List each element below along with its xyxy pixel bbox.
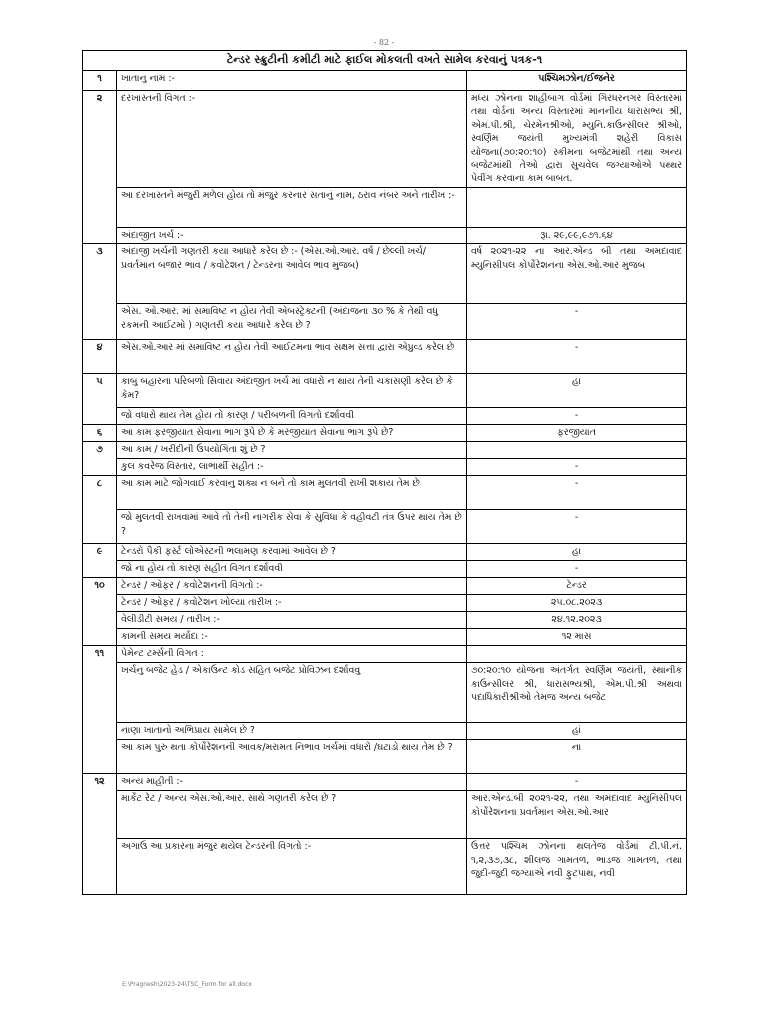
row-label: અંદાજી ખર્ચની ગણતરી કયા આધારે કરેલ છે :- (એસ.ઓ.આર. વર્ષ / છેલ્લી ખર્ચ/ પ્રવર્તમાન બજાર ભાવ / કવોટેશન / ટેન્ડરના આવેલ ભાવ મુજબ) [117, 244, 467, 304]
table-row [83, 374, 687, 408]
row-value: - [467, 510, 687, 544]
table-row [83, 629, 687, 646]
table-row [83, 740, 687, 774]
row-value: ના [467, 740, 687, 774]
row-label: અંદાજીત ખર્ચ :- [117, 227, 467, 243]
row-label: દરખાસ્તની વિગત :- [117, 91, 467, 188]
tsc-form-table [82, 50, 687, 895]
row-label: ટેન્ડર / ઓફર / કવોટેશન ખોલ્યા તારીખ :- [117, 595, 467, 612]
row-label: આ દરખાસ્તને મંજુરી મળેલ હોય તો મંજુર કરનાર સતાનું નામ, ઠરાવ નંબર અને તારીખ :- [117, 187, 467, 227]
table-row [83, 646, 687, 663]
row-value [467, 646, 687, 663]
row-value: - [467, 459, 687, 476]
row-label: આ કામ ફરજીયાત સેવાના ભાગ રૂપે છે કે મરજીયાત સેવાના ભાગ રૂપે છે? [117, 425, 467, 442]
validity-date: ૨૪.૧૨.૨૦૨૩ [467, 612, 687, 629]
table-row [83, 723, 687, 740]
row-label: એસ.ઓ.આર માં સમાવિષ્ટ ન હોય તેવી આઈટમના ભાવ સક્ષમ સત્તા દ્વારા એપ્રુવ્ડ કરેલ છે [117, 340, 467, 374]
row-value: વર્ષ ૨૦૨૧-૨૨ ના આર.એન્ડ બી તથા અમદાવાદ મ્યુનિસીપલ કોર્પોરેશનના એસ.ઓ.આર મુજબ [467, 244, 687, 304]
row-value: - [467, 476, 687, 510]
table-row [83, 544, 687, 561]
table-row [83, 578, 687, 595]
row-value: ઉત્તર પશ્ચિમ ઝોનના થલતેજ વોર્ડમાં ટી.પી.નં. ૧,૨,૩૭,૩૮, શીલજ ગામતળ, ભાડજ ગામતળ, તથા જુદી-જુદી જગ્યાએ નવી ફુટપાથ, નવી [467, 839, 687, 895]
row-label: આ કામ / ખરીદીની ઉપયોગિતા શું છે ? [117, 442, 467, 459]
time-limit: ૧૨ માસ [467, 629, 687, 646]
table-row [83, 774, 687, 791]
table-row [83, 791, 687, 839]
row-label: અન્ય માહીતી :- [117, 774, 467, 791]
page-number: - 82 - [373, 38, 395, 47]
row-value: ટેન્ડર [467, 578, 687, 595]
row-label: ખાતાનુ નામ :- [117, 71, 467, 91]
row-value: હાં [467, 723, 687, 740]
table-row [83, 510, 687, 544]
table-row [83, 227, 687, 243]
table-row [83, 304, 687, 340]
row-label: નાણા ખાતાનો અભિપ્રાય સામેલ છે ? [117, 723, 467, 740]
row-value [467, 187, 687, 227]
table-row [83, 71, 687, 91]
row-value: હા [467, 374, 687, 408]
row-number: ૨ [83, 91, 117, 244]
table-row [83, 91, 687, 188]
table-row [83, 561, 687, 578]
row-value: - [467, 304, 687, 340]
row-label: આ કામ પુરુ થતા કોર્પોરેશનની આવક/મરામત નિભાવ ખર્ચમાં વધારો /ઘટાડો થાય તેમ છે ? [117, 740, 467, 774]
row-value: આર.એન્ડ.બી ૨૦૨૧-૨૨, તથા અમદાવાદ મ્યુનિસીપલ કોર્પોરેશનના પ્રવર્તમાન એસ.ઓ.આર [467, 791, 687, 839]
row-label: જો ના હોય તો કારણ સહીત વિગત દર્શાવવી [117, 561, 467, 578]
row-number: ૯ [83, 544, 117, 578]
table-row [83, 442, 687, 459]
table-row [83, 244, 687, 304]
department-name: પશ્ચિમઝોન/ઈજનેર [467, 71, 687, 91]
form-title: ટેન્ડર સ્ક્રુટીની કમીટી માટે ફાઈલ મોકલતી વખતે સામેલ કરવાનું પત્રક-૧ [83, 51, 687, 71]
row-label: કાબુ બહારના પરિબળો સિવાય અંદાજીત ખર્ચ માં વધારો ન થાય તેની ચકાસણી કરેલ છે કે કેમ? [117, 374, 467, 408]
table-row [83, 425, 687, 442]
row-label: જો મુલતવી રાખવામાં આવે તો તેની નાગરીક સેવા કે સુવિધા કે વહીવટી તંત્ર ઉપર થાય તેમ છે ? [117, 510, 467, 544]
row-number: ૧ [83, 71, 117, 91]
row-label: ટેન્ડર / ઓફર / કવોટેશનની વિગતો :- [117, 578, 467, 595]
table-row [83, 476, 687, 510]
row-label: પેમેન્ટ ટર્મ્સની વિગત : [117, 646, 467, 663]
row-value: - [467, 340, 687, 374]
estimated-cost: રૂા. ૨૯,૯૯,૯૭૧.૬૪ [467, 227, 687, 243]
row-label: ખર્ચનુ બજેટ હેડ / એકાઉન્ટ કોડ સહિત બજેટ પ્રોવિઝન દર્શાવવુ [117, 663, 467, 723]
row-number: ૬ [83, 425, 117, 442]
row-label: આ કામ માટે જોગવાઈ કરવાનુ શક્ય ન બને તો કામ મુલતવી રાખી શકાય તેમ છે [117, 476, 467, 510]
row-label: એસ. ઓ.આર. માં સમાવિષ્ટ ન હોય તેવી એબસ્ટ્રેક્ટની (અંદાજના ૩૦ % કે તેથી વધુ રકમની આઈટમો ) ગણતરી કયા આધારે કરેલ છે ? [117, 304, 467, 340]
row-value: ફરજીયાત [467, 425, 687, 442]
table-row [83, 595, 687, 612]
table-row [83, 663, 687, 723]
row-value: - [467, 561, 687, 578]
row-value: - [467, 408, 687, 425]
row-number: ૫ [83, 374, 117, 425]
row-label: વેલીડીટી સમય / તારીખ :- [117, 612, 467, 629]
row-value [467, 442, 687, 459]
table-row [83, 408, 687, 425]
table-row [83, 839, 687, 895]
tender-open-date: ૨૫.૦૮.૨૦૨૩ [467, 595, 687, 612]
table-row [83, 459, 687, 476]
row-number: ૧૨ [83, 774, 117, 895]
row-number: ૭ [83, 442, 117, 476]
row-value: હા [467, 544, 687, 561]
table-row [83, 340, 687, 374]
row-label: કુલ કવરેજ વિસ્તાર, લાભાર્થી સહીત :- [117, 459, 467, 476]
row-label: અગાઉ આ પ્રકારના મંજુર થયેલ ટેન્ડરની વિગતો :- [117, 839, 467, 895]
footer-file-path: E:\Pragnesh\2023-24\TSC_Form for all.docx [122, 981, 252, 988]
row-value: - [467, 774, 687, 791]
row-label: કામની સમય મર્યાદા :- [117, 629, 467, 646]
row-number: ૧૦ [83, 578, 117, 646]
row-number: ૮ [83, 476, 117, 544]
budget-head: ૭૦:૨૦:૧૦ યોજના અંતર્ગત સ્વર્ણિમ જયંતી, સ્થાનીક કાઉન્સીલર શ્રી, ધારાસભ્યશ્રી, એમ.પી.શ્રી અથવા પદાધિકારીશ્રીઓ તેમજ અન્ય બજેટ [467, 663, 687, 723]
proposal-detail: મધ્ય ઝોનના શાહીબાગ વોર્ડમાં ગિરધરનગર વિસ્તારમાં તથા વોર્ડના અન્ય વિસ્તારમાં માનનીય ધારાસભ્ય શ્રી, એમ.પી.શ્રી, ચેરમેનશ્રીઓ, મ્યુનિ.કાઉન્સીલર શ્રીઓ, સ્વર્ણિમ જયંતી મુખ્યમંત્રી શહેરી વિકાસ યોજના(૭૦:૨૦:૧૦) સ્કીમના બજેટમાંથી તથા અન્ય બજેટમાંથી તેઓ દ્વારા સુચવેલ જગ્યાઓએ પથ્થર પેવીંગ કરવાના કામ બાબત. [467, 91, 687, 188]
table-row [83, 187, 687, 227]
row-number: ૩ [83, 244, 117, 340]
row-number: ૧૧ [83, 646, 117, 774]
table-row [83, 612, 687, 629]
row-label: જો વધારો થાય તેમ હોય તો કારણ / પરીબળની વિગતો દર્શાવવી [117, 408, 467, 425]
row-number: ૪ [83, 340, 117, 374]
row-label: ટેન્ડરો પૈકી ફર્સ્ટ લોએસ્ટની ભલામણ કરવામાં આવેલ છે ? [117, 544, 467, 561]
row-label: માર્કેટ રેટ / અન્ય એસ.ઓ.આર. સાથે ગણતરી કરેલ છે ? [117, 791, 467, 839]
form-title-row [83, 51, 687, 71]
